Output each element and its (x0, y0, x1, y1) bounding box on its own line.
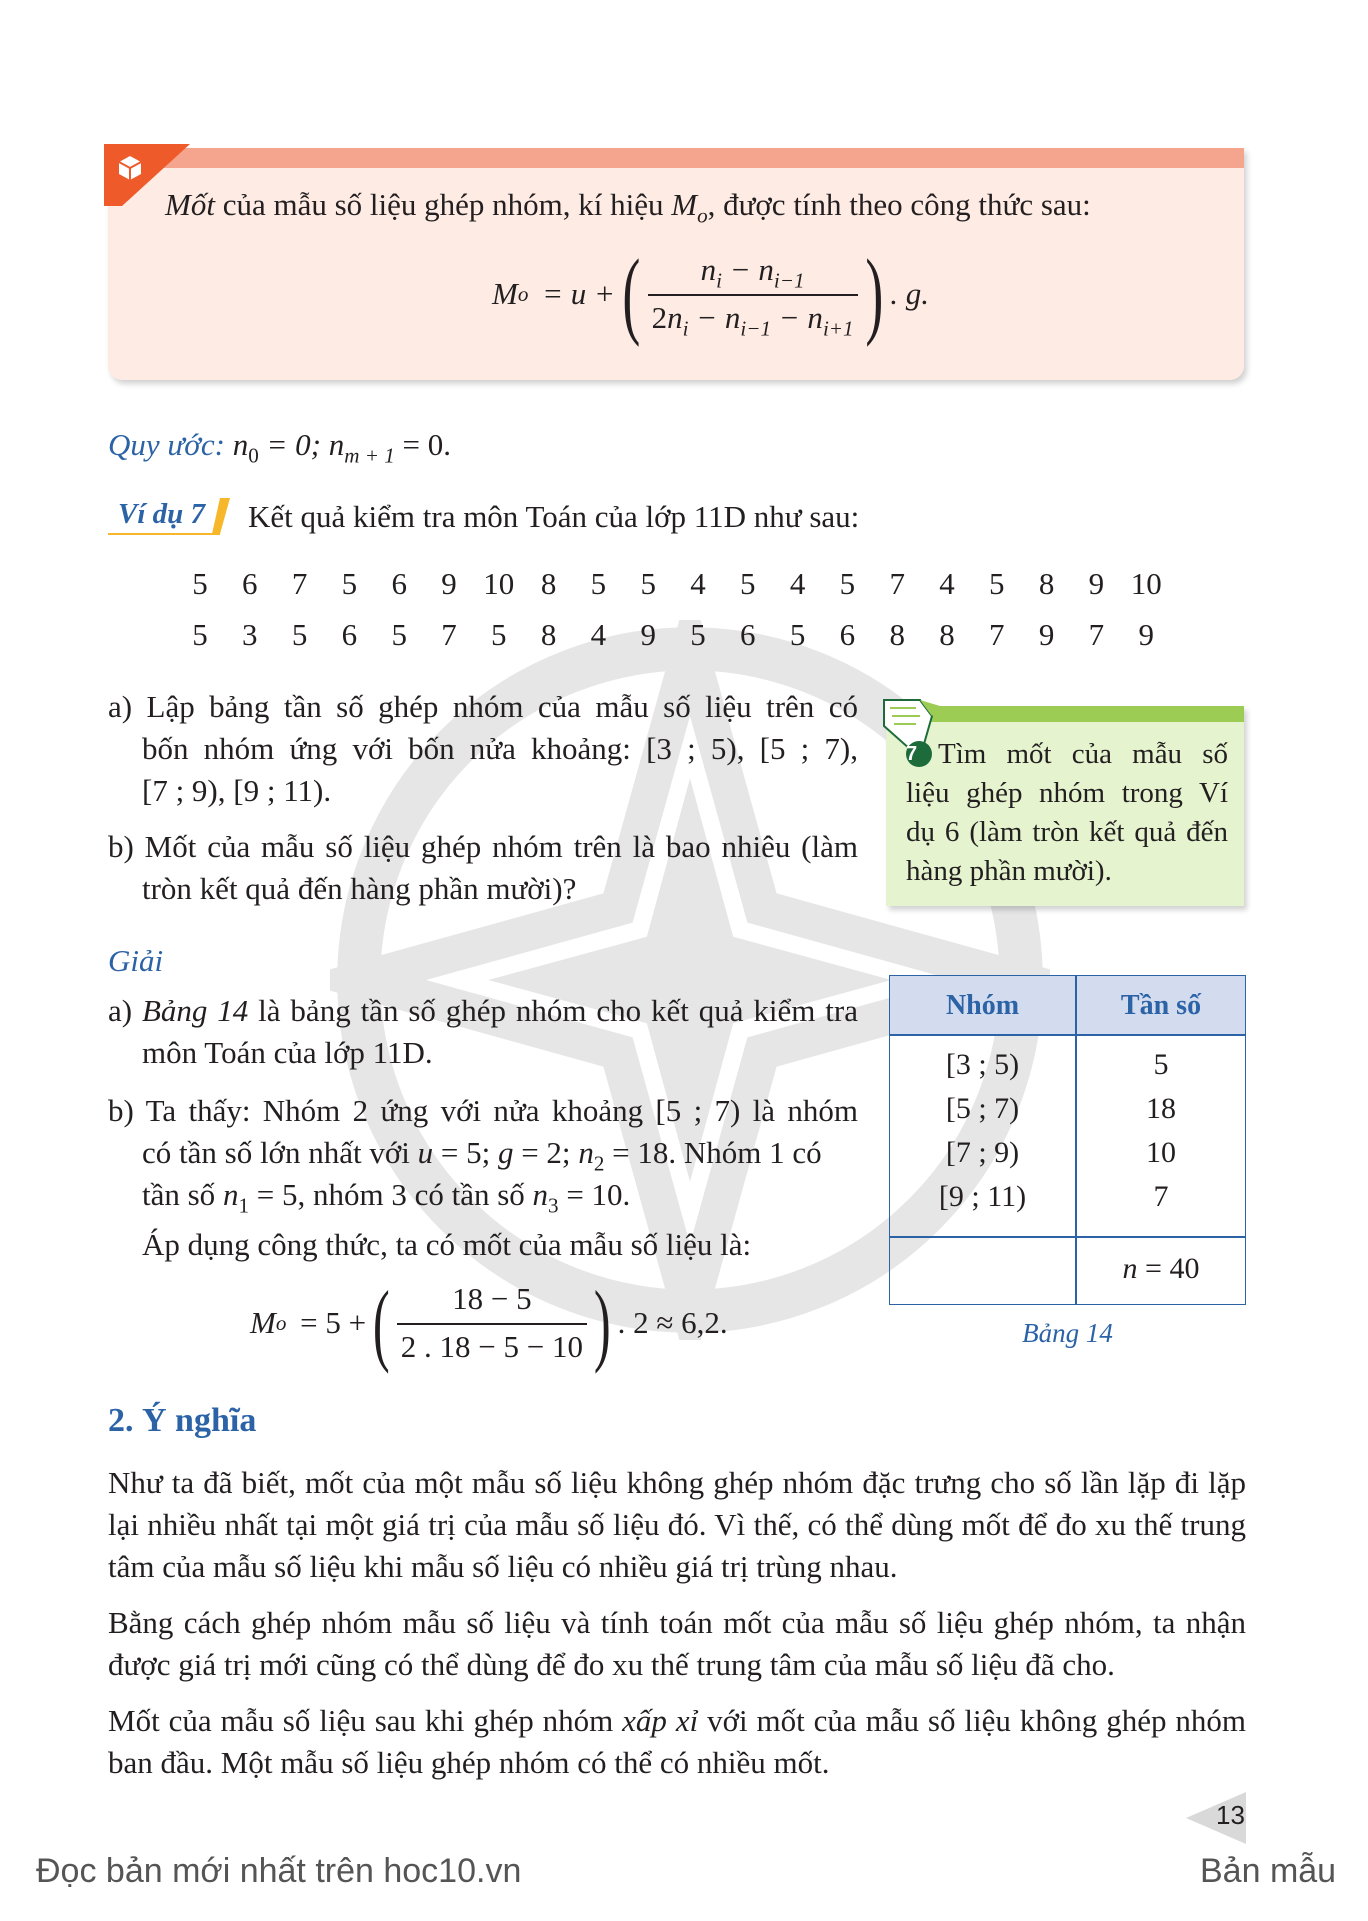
table-header-tan-so: Tần số (1120, 990, 1202, 1021)
activity-line3: dụ 6 (làm tròn kết quả đến (906, 816, 1228, 848)
data-value: 5 (192, 617, 208, 652)
data-value: 5 (740, 566, 756, 601)
data-value: 4 (690, 566, 706, 601)
data-value: 6 (242, 566, 258, 601)
section-title-meaning: 2. Ý nghĩa (108, 1402, 257, 1439)
data-value: 8 (939, 617, 955, 652)
convention-eq: = 0; n (258, 427, 345, 462)
table-total (1076, 1252, 1246, 1286)
definition-text (165, 187, 1091, 228)
calc-fraction-bar (397, 1323, 587, 1325)
calc-eq: = 5 + (292, 1305, 367, 1340)
solution-a-line1: là bảng tần số ghép nhóm cho kết quả kiểm tra (248, 993, 858, 1028)
data-value: 10 (1130, 566, 1162, 601)
solution-b-line4: Áp dụng công thức, ta có mốt của mẫu số liệu là: (142, 1227, 752, 1262)
convention-end: = 0. (394, 427, 451, 462)
solution-b-line2: có tần số lớn nhất với u = 5; g = 2; $n_2 = 18$. Nhóm 1 có (142, 1135, 822, 1176)
data-value: 9 (640, 617, 656, 652)
formula-left-paren: ( (622, 240, 641, 348)
convention-line (108, 424, 451, 466)
table-cell-frequency: 5 (1153, 1048, 1169, 1081)
symbol-M: M (671, 187, 698, 222)
table-cell-group: [5 ; 7) (945, 1092, 1020, 1125)
table-total-divider (890, 1236, 1245, 1238)
data-value: 4 (939, 566, 955, 601)
solution-b (108, 1090, 858, 1266)
question-a-line2: bốn nhóm ứng với bốn nửa khoảng: [3 ; 5), [5 ; 7), (142, 731, 858, 766)
symbol-sub: o (697, 203, 708, 228)
formula-fraction (648, 252, 858, 341)
convention-sub-m1: m + 1 (344, 443, 395, 468)
data-value: 5 (590, 566, 607, 601)
meaning-paragraph-3: Mốt của mẫu số liệu sau khi ghép nhóm xấp xỉ với mốt của mẫu số liệu không ghép nhóm ban đầu. Một mẫu số liệu ghép nhóm có thể có nhiều mốt. (108, 1703, 1246, 1780)
solution-calculation: M o = 5 + ( 18 − 5 2 . 18 − 5 − 10 ) . 2 ≈ 6,2. (250, 1272, 728, 1374)
table-header-nhom: Nhóm (945, 990, 1020, 1021)
example-text: Kết quả kiểm tra môn Toán của lớp 11D như sau: (248, 499, 860, 534)
data-value: 4 (789, 566, 806, 601)
solution-a-prefix: a) (108, 993, 142, 1028)
calc-denominator: 2 . 18 − 5 − 10 (400, 1328, 583, 1364)
formula-tail: . g. (890, 276, 929, 311)
table-cell-group: [3 ; 5) (945, 1048, 1020, 1081)
formula-eq: = u + (534, 276, 615, 311)
formula-denominator: $2n_i - n_{i-1} - n_{i+1}$ (651, 299, 854, 341)
table-cell-group: [9 ; 11) (938, 1180, 1027, 1213)
formula-lhs: M (492, 276, 518, 311)
question-b (108, 826, 858, 910)
footer-edition-label: Bản mẫu (1200, 1852, 1337, 1890)
data-value: 5 (192, 566, 208, 601)
question-a-line1: a) Lập bảng tần số ghép nhóm của mẫu số liệu trên có (108, 689, 858, 724)
formula-right-paren: ) (864, 240, 883, 348)
data-value: 5 (789, 617, 806, 652)
data-value: 7 (291, 566, 308, 601)
calc-numerator: 18 − 5 (452, 1281, 532, 1317)
activity-line1: Tìm mốt của mẫu số (938, 738, 1228, 770)
data-value: 6 (740, 617, 756, 652)
definition-box-header-bar (108, 148, 1244, 168)
data-value: 8 (889, 617, 905, 652)
question-a-line3: [7 ; 9), [9 ; 11). (142, 773, 332, 808)
data-value: 7 (989, 617, 1005, 652)
data-row-2 (180, 617, 1180, 657)
data-value: 4 (590, 617, 607, 652)
activity-text (906, 735, 1228, 891)
data-value: 7 (889, 566, 905, 601)
data-value: 5 (341, 566, 358, 601)
data-value: 5 (640, 566, 656, 601)
table-cell-frequency: 18 (1146, 1092, 1176, 1125)
solution-label: Giải (108, 943, 164, 978)
data-value: 8 (1038, 566, 1055, 601)
data-value: 5 (291, 617, 308, 652)
calc-tail: . 2 ≈ 6,2. (617, 1305, 728, 1340)
data-value: 6 (341, 617, 358, 652)
data-row-1 (180, 566, 1180, 606)
table-cell-frequency: 7 (1153, 1180, 1169, 1213)
activity-line2: liệu ghép nhóm trong Ví (906, 777, 1228, 809)
data-value: 5 (491, 617, 507, 652)
formula-fraction-bar (648, 294, 858, 296)
solution-b-line3: tần số $n_1 = 5$, nhóm 3 có tần số $n_3 = 10$. (142, 1177, 631, 1218)
table-total-n: n (1122, 1252, 1138, 1285)
question-b-line1: b) Mốt của mẫu số liệu ghép nhóm trên là bao nhiêu (làm (108, 829, 858, 864)
data-value: 5 (690, 617, 706, 652)
data-value: 9 (1038, 617, 1055, 652)
solution-a (108, 990, 858, 1074)
table-cell-group: [7 ; 9) (945, 1136, 1020, 1169)
data-value: 7 (1088, 617, 1105, 652)
calc-right-paren: ) (593, 1272, 611, 1374)
mode-formula: M o = u + ( $n_i - n_{i-1}$ $2n_i - n_{i-1} - n_{i+1}$ ) . g. (492, 240, 929, 348)
data-value: 8 (540, 566, 557, 601)
data-value: 5 (989, 566, 1005, 601)
activity-number-badge: 7 (906, 741, 932, 767)
example-label: Ví dụ 7 (118, 498, 206, 530)
data-value: 8 (540, 617, 557, 652)
data-value: 6 (391, 566, 407, 601)
table-cell-frequency: 10 (1146, 1136, 1176, 1169)
table-header-divider (890, 1034, 1245, 1036)
data-value: 9 (1138, 617, 1154, 652)
convention-label: Quy ước: (108, 427, 225, 462)
question-b-line2: tròn kết quả đến hàng phần mười)? (142, 871, 577, 906)
footer-source-link[interactable]: Đọc bản mới nhất trên hoc10.vn (36, 1852, 522, 1890)
calc-fraction (397, 1281, 587, 1365)
definition-intro-end: , được tính theo công thức sau: (707, 187, 1091, 222)
meaning-paragraph-1: Như ta đã biết, mốt của một mẫu số liệu không ghép nhóm đặc trưng cho số lần lặp đi lặp lại nhiều nhất tại một giá trị của mẫu số liệu đó. Vì thế, có thể dùng mốt để đo xu thế trung tâm của mẫu số liệu khi mẫu số liệu có nhiều giá trị trùng nhau. (108, 1465, 1246, 1584)
table-caption: Bảng 14 (1022, 1318, 1113, 1348)
term-xap-xi: xấp xỉ (622, 1703, 699, 1738)
solution-b-line1: b) Ta thấy: Nhóm 2 ứng với nửa khoảng [5 ; 7) là nhóm (108, 1093, 858, 1128)
data-value: 6 (839, 617, 856, 652)
question-a (108, 686, 858, 812)
page-number: 13 (1216, 1800, 1245, 1830)
convention-n: n (224, 427, 249, 462)
meaning-paragraph-2: Bằng cách ghép nhóm mẫu số liệu và tính toán mốt của mẫu số liệu ghép nhóm, ta nhận được giá trị mới cũng có thể dùng để đo xu thế trung tâm của mẫu số liệu đã cho. (108, 1605, 1246, 1682)
data-value: 7 (441, 617, 457, 652)
data-value: 9 (441, 566, 457, 601)
calc-lhs: M (250, 1305, 276, 1340)
table-total-value: = 40 (1137, 1252, 1200, 1285)
solution-a-line2: môn Toán của lớp 11D. (142, 1035, 433, 1070)
solution-a-table-ref: Bảng 14 (141, 993, 249, 1028)
formula-numerator: $n_i - n_{i-1}$ (700, 252, 805, 293)
data-value: 5 (839, 566, 856, 601)
activity-line4: hàng phần mười). (906, 855, 1112, 887)
term-mot: Mốt (165, 187, 215, 222)
calc-left-paren: ( (372, 1272, 390, 1374)
definition-intro: của mẫu số liệu ghép nhóm, kí hiệu (214, 187, 672, 222)
data-value: 9 (1088, 566, 1105, 601)
convention-sub-0: 0 (248, 443, 259, 468)
data-value: 10 (483, 566, 515, 601)
data-value: 3 (242, 617, 258, 652)
data-value: 5 (391, 617, 407, 652)
